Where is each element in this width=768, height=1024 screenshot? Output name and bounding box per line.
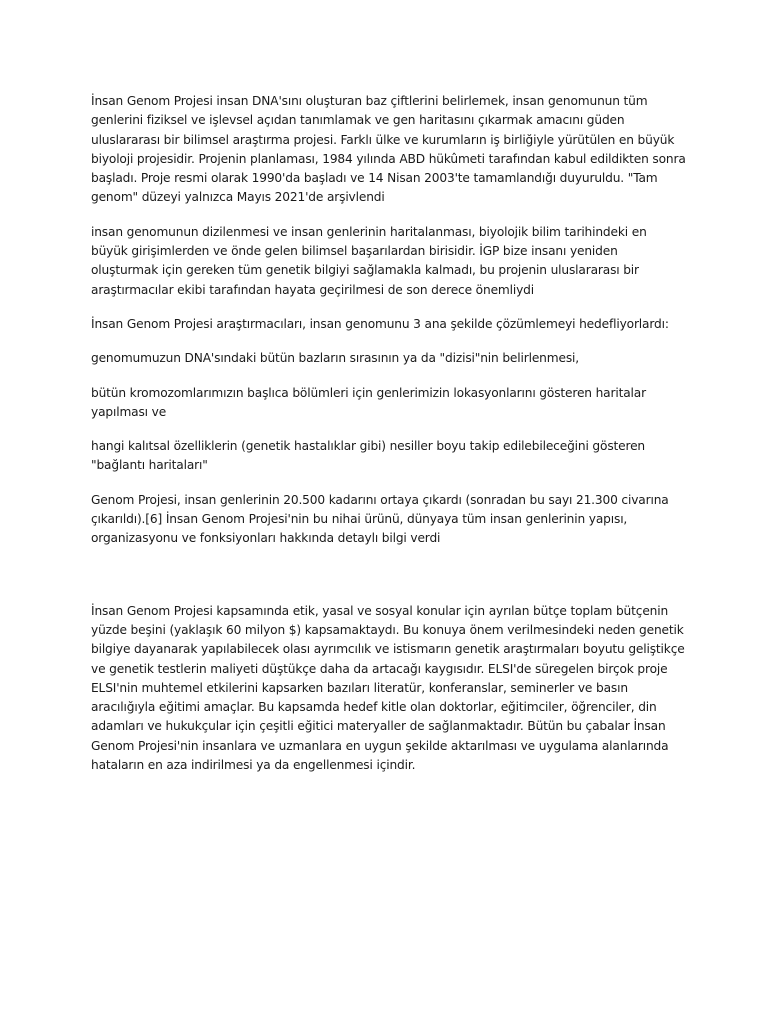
paragraph-results: Genom Projesi, insan genlerinin 20.500 kadarını ortaya çıkardı (sonradan bu sayı 21.300 civarına çıkarıldı).[6] İnsan Genom Projesi'nin bu nihai ürünü, dünyaya tüm insan genlerinin yapısı, organizasyonu ve fonksiyonları hakkında detaylı bilgi verdi	[91, 492, 669, 546]
paragraph-intro: İnsan Genom Projesi insan DNA'sını oluşturan baz çiftlerini belirlemek, insan genomunun tüm genlerini fiziksel ve işlevsel açıdan tanımlamak ve gen haritasını çıkarmak amacını güden uluslararası bir bilimsel araştırma projesi. Farklı ülke ve kurumların iş birliğiyle yürütülen en büyük biyoloji projesidir. Projenin planlaması, 1984 yılında ABD hükûmeti tarafından kabul edildikten sonra başladı. Proje resmi olarak 1990'da başladı ve 14 Nisan 2003'te tamamlandığı duyuruldu. "Tam genom" düzeyi yalnızca Mayıs 2021'de arşivlendi	[91, 94, 686, 205]
paragraph-significance: insan genomunun dizilenmesi ve insan genlerinin haritalanması, biyolojik bilim tarihindeki en büyük girişimlerden ve önde gelen bilimsel başarılardan birisidir. İGP bize insanı yeniden oluşturmak için gereken tüm genetik bilgiyi sağlamakla kalmadı, bu projenin uluslararası bir araştırmacılar ekibi tarafından hayata geçirilmesi de son derece önemliydi	[91, 224, 647, 297]
document-body	[91, 92, 687, 790]
blank-line	[91, 564, 687, 602]
paragraph-elsi: İnsan Genom Projesi kapsamında etik, yasal ve sosyal konular için ayrılan bütçe toplam bütçenin yüzde beşini (yaklaşık 60 milyon $) kapsamaktaydı. Bu konuya önem verilmesindeki neden genetik bilgiye dayanarak yapılabilecek olası ayrımcılık ve istismarın genetik araştırmaları boyutu geliştikçe ve genetik testlerin maliyeti düştükçe daha da artacağı kaygısıdır. ELSI'de süregelen birçok proje ELSI'nin muhtemel etkilerini kapsarken bazıları literatür, konferanslar, seminerler ve basın aracılığıyla eğitimi amaçlar. Bu kapsamda hedef kitle olan doktorlar, eğitimciler, öğrenciler, din adamları ve hukukçular için çeşitli eğitici materyaller de sağlanmaktadır. Bütün bu çabalar İnsan Genom Projesi'nin insanlara ve uzmanlara en uygun şekilde aktarılması ve uygulama alanlarında hataların en aza indirilmesi ya da engellenmesi içindir.	[91, 603, 685, 773]
paragraph-goal-3: hangi kalıtsal özelliklerin (genetik hastalıklar gibi) nesiller boyu takip edilebileceğini gösteren "bağlantı haritaları"	[91, 439, 646, 473]
paragraph-goal-1: genomumuzun DNA'sındaki bütün bazların sırasının ya da "dizisi"nin belirlenmesi,	[91, 351, 579, 366]
paragraph-goal-2: bütün kromozomlarımızın başlıca bölümleri için genlerimizin lokasyonlarını gösteren haritalar yapılması ve	[91, 385, 646, 419]
paragraph-goals-intro: İnsan Genom Projesi araştırmacıları, insan genomunu 3 ana şekilde çözümlemeyi hedefliyorlardı:	[91, 316, 669, 331]
